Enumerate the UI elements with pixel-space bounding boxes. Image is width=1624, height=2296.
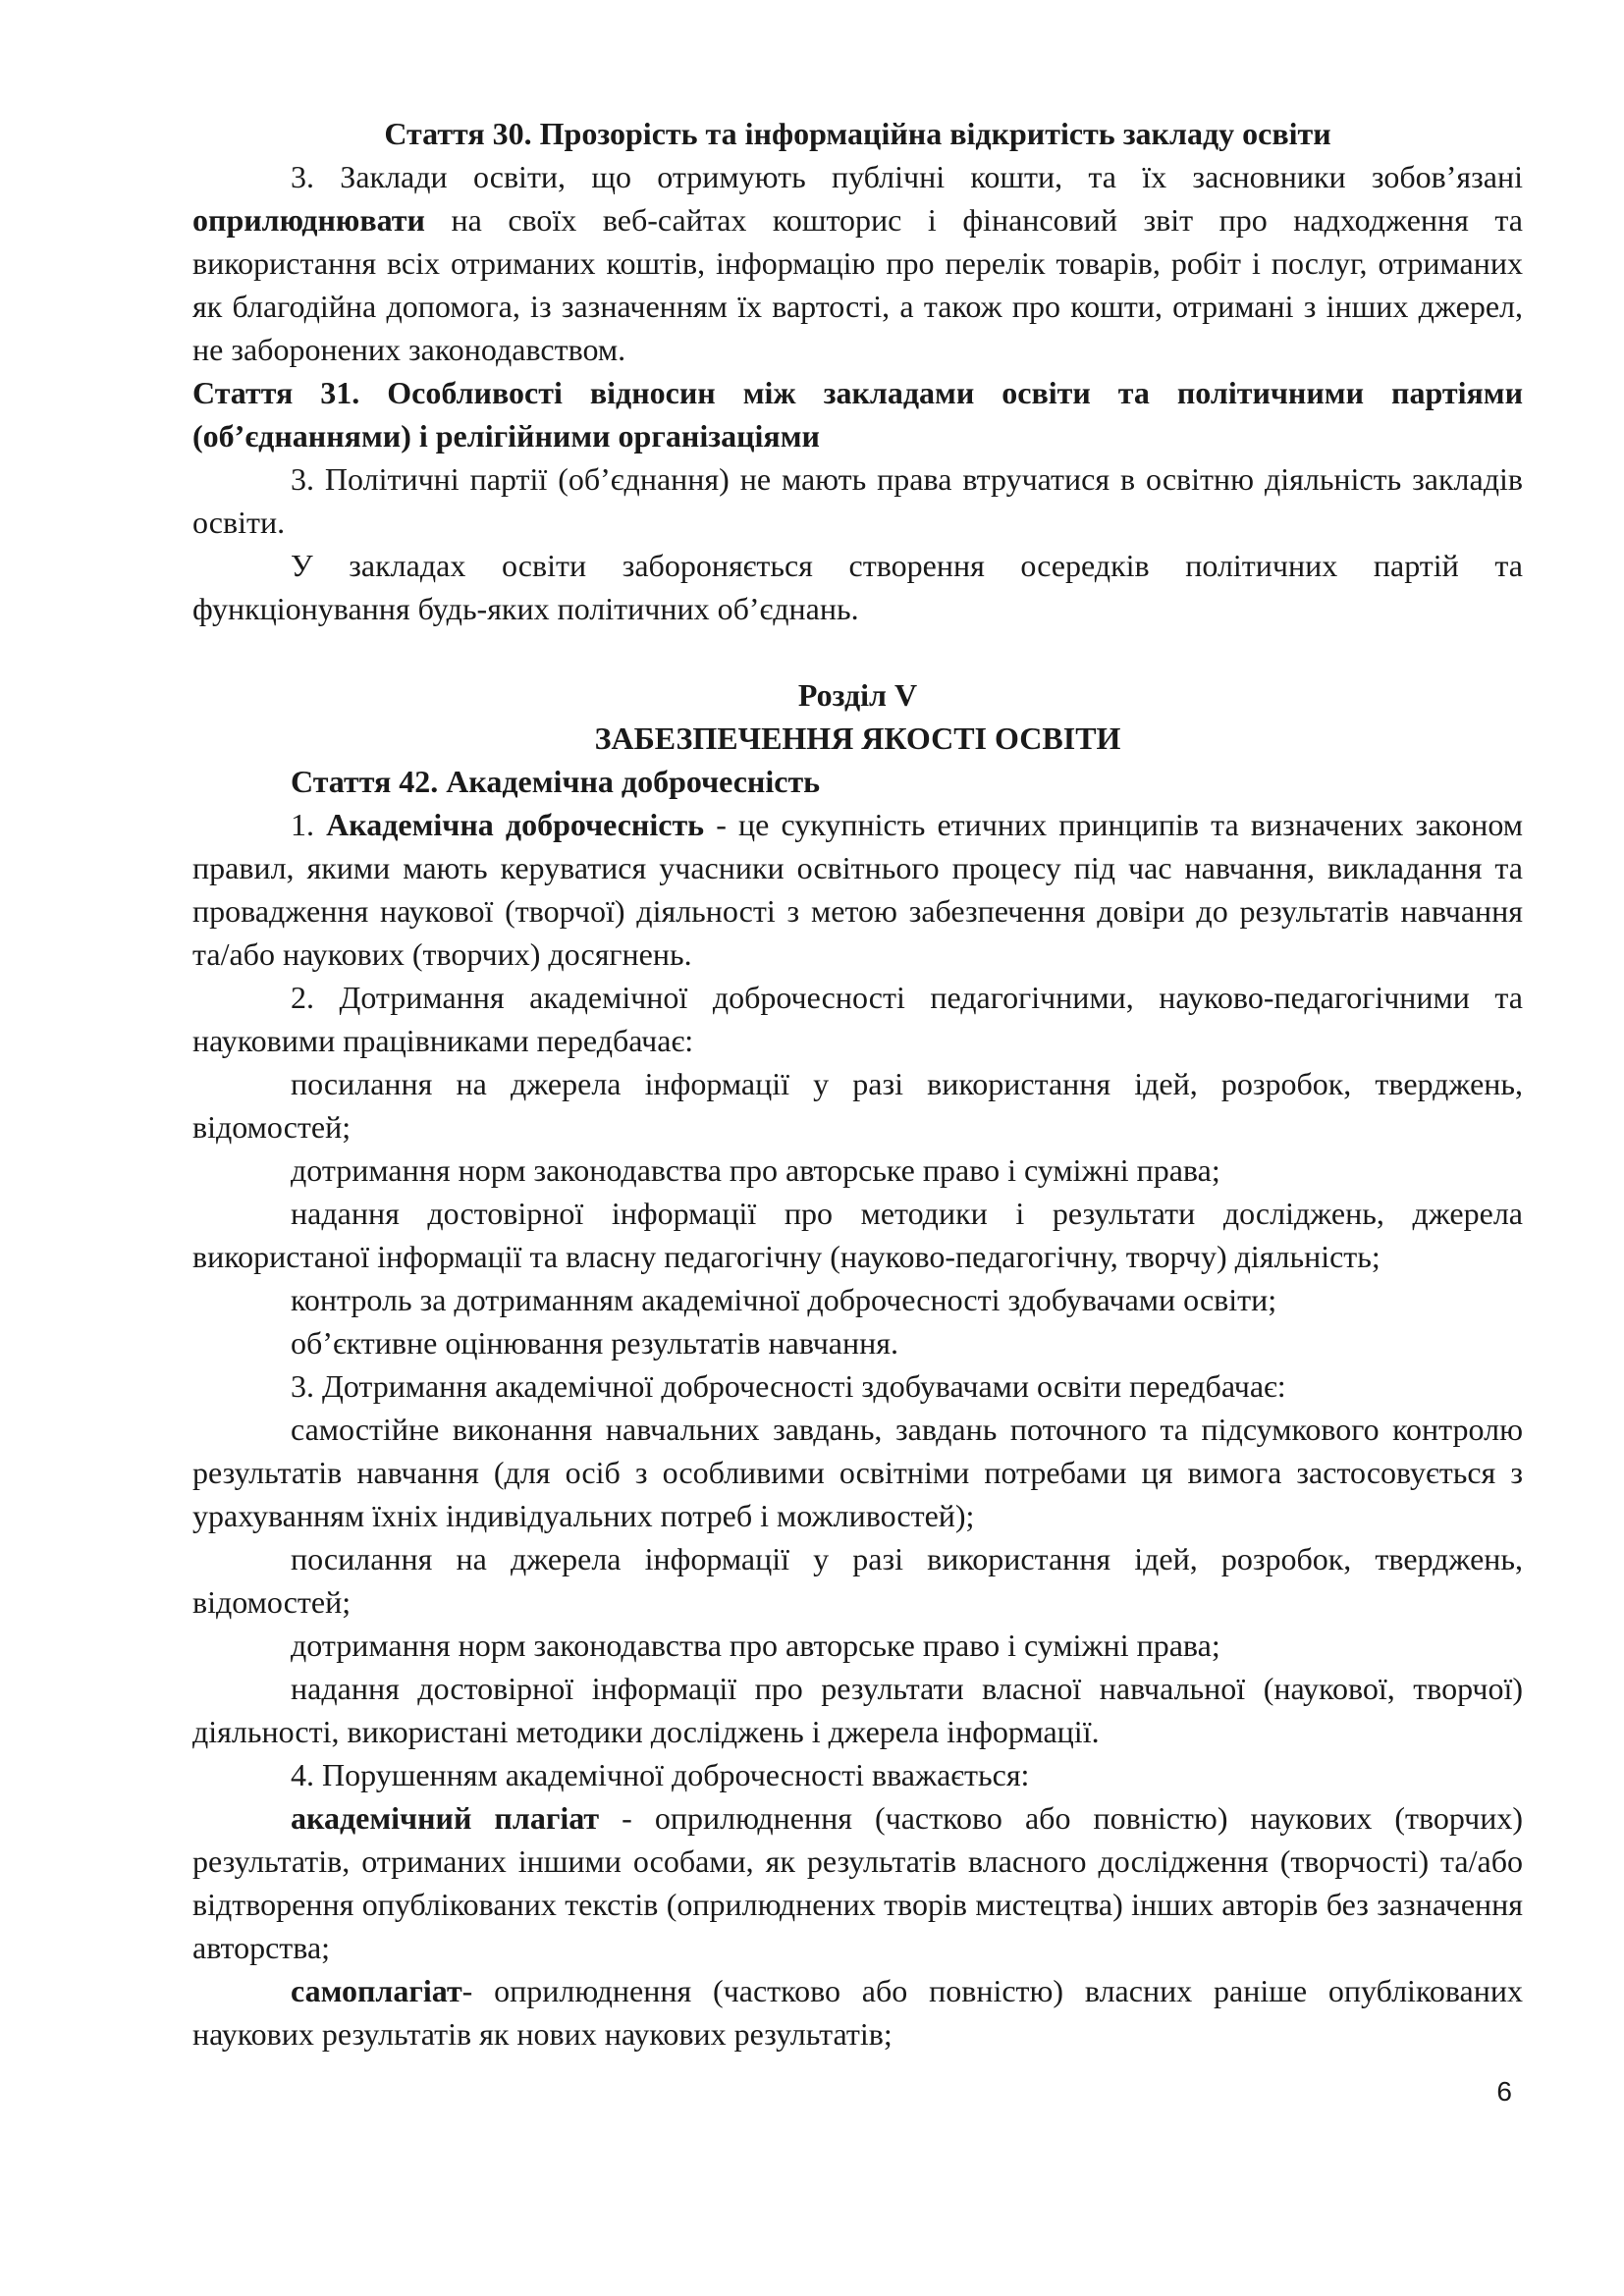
page-number: 6: [1496, 2076, 1512, 2107]
bold-term: Академічна доброчесність: [326, 807, 705, 842]
text-run: - це сукупність етичних принципів та визначених законом правил, якими мають керуватися учасники освітнього процесу під час навчання, викладання та провадження наукової (творчої) діяльності з метою забезпечення довіри до результатів навчання та/або наукових (творчих) досягнень.: [192, 807, 1524, 972]
article-42-paragraph-3: 3. Дотримання академічної доброчесності здобувачами освіти передбачає:: [291, 1368, 1286, 1404]
section-label: Розділ V: [797, 677, 918, 713]
article-31-paragraph-3: 3. Політичні партії (об’єднання) не мають права втручатися в освітню діяльність закладів освіти.: [192, 461, 1523, 540]
article-42-paragraph-1: [192, 803, 1523, 976]
list-item: посилання на джерела інформації у разі використання ідей, розробок, тверджень, відомостей;: [192, 1541, 1523, 1620]
text-run: 1.: [291, 807, 327, 842]
article-42-paragraph-4: 4. Порушенням академічної доброчесності вважається:: [291, 1757, 1030, 1792]
list-item: самостійне виконання навчальних завдань, завдань поточного та підсумкового контролю результатів навчання (для осіб з особливими освітніми потребами ця вимога застосовується з урахуванням їхніх індивідуальних потреб і можливостей);: [192, 1412, 1523, 1533]
article-42-paragraph-2: 2. Дотримання академічної доброчесності педагогічними, науково-педагогічними та науковими працівниками передбачає:: [192, 980, 1523, 1058]
text-run: на своїх веб-сайтах кошторис і фінансовий звіт про надходження та використання всіх отриманих коштів, інформацію про перелік товарів, робіт і послуг, отриманих як благодійна допомога, із зазначенням їх вартості, а також про кошти, отримані з інших джерел, не заборонених законодавством.: [192, 202, 1523, 367]
list-item: надання достовірної інформації про результати власної навчальної (наукової, творчої) діяльності, використані методики досліджень і джерела інформації.: [192, 1671, 1523, 1749]
text-run: - оприлюднення (частково або повністю) наукових (творчих) результатів, отриманих іншими особами, як результатів власного дослідження (творчості) та/або відтворення опублікованих текстів (оприлюднених творів мистецтва) інших авторів без зазначення авторства;: [192, 1800, 1524, 1965]
definition-self-plagiarism: [192, 1969, 1523, 2056]
article-31-title: Стаття 31. Особливості відносин між закладами освіти та політичними партіями (об’єднаннями) і релігійними організаціями: [192, 375, 1523, 454]
document-body: [192, 112, 1523, 2056]
list-item: дотримання норм законодавства про авторське право і суміжні права;: [291, 1628, 1220, 1663]
text-run: 3. Заклади освіти, що отримують публічні кошти, та їх засновники зобов’язані: [291, 159, 1523, 194]
definition-plagiarism: [192, 1796, 1523, 1969]
bold-term: оприлюднювати: [192, 202, 425, 238]
article-42-title: Стаття 42. Академічна доброчесність: [291, 764, 821, 799]
list-item: посилання на джерела інформації у разі використання ідей, розробок, тверджень, відомостей;: [192, 1066, 1523, 1145]
article-30-paragraph-3: [192, 155, 1523, 371]
list-item: дотримання норм законодавства про авторське право і суміжні права;: [291, 1152, 1220, 1188]
list-item: надання достовірної інформації про методики і результати досліджень, джерела використаної інформації та власну педагогічну (науково-педагогічну, творчу) діяльність;: [192, 1196, 1523, 1274]
section-title: ЗАБЕЗПЕЧЕННЯ ЯКОСТІ ОСВІТИ: [594, 721, 1121, 756]
list-item: об’єктивне оцінювання результатів навчання.: [291, 1325, 898, 1361]
text-run: - оприлюднення (частково або повністю) власних раніше опублікованих наукових результатів як нових наукових результатів;: [192, 1973, 1523, 2052]
bold-term: академічний плагіат: [291, 1800, 600, 1836]
article-31-paragraph-3b: У закладах освіти забороняється створення осередків політичних партій та функціонування будь-яких політичних об’єднань.: [192, 548, 1523, 626]
article-30-title: Стаття 30. Прозорість та інформаційна відкритість закладу освіти: [384, 116, 1331, 151]
list-item: контроль за дотриманням академічної доброчесності здобувачами освіти;: [291, 1282, 1277, 1317]
bold-term: самоплагіат: [291, 1973, 462, 2008]
spacer: [192, 630, 1523, 673]
